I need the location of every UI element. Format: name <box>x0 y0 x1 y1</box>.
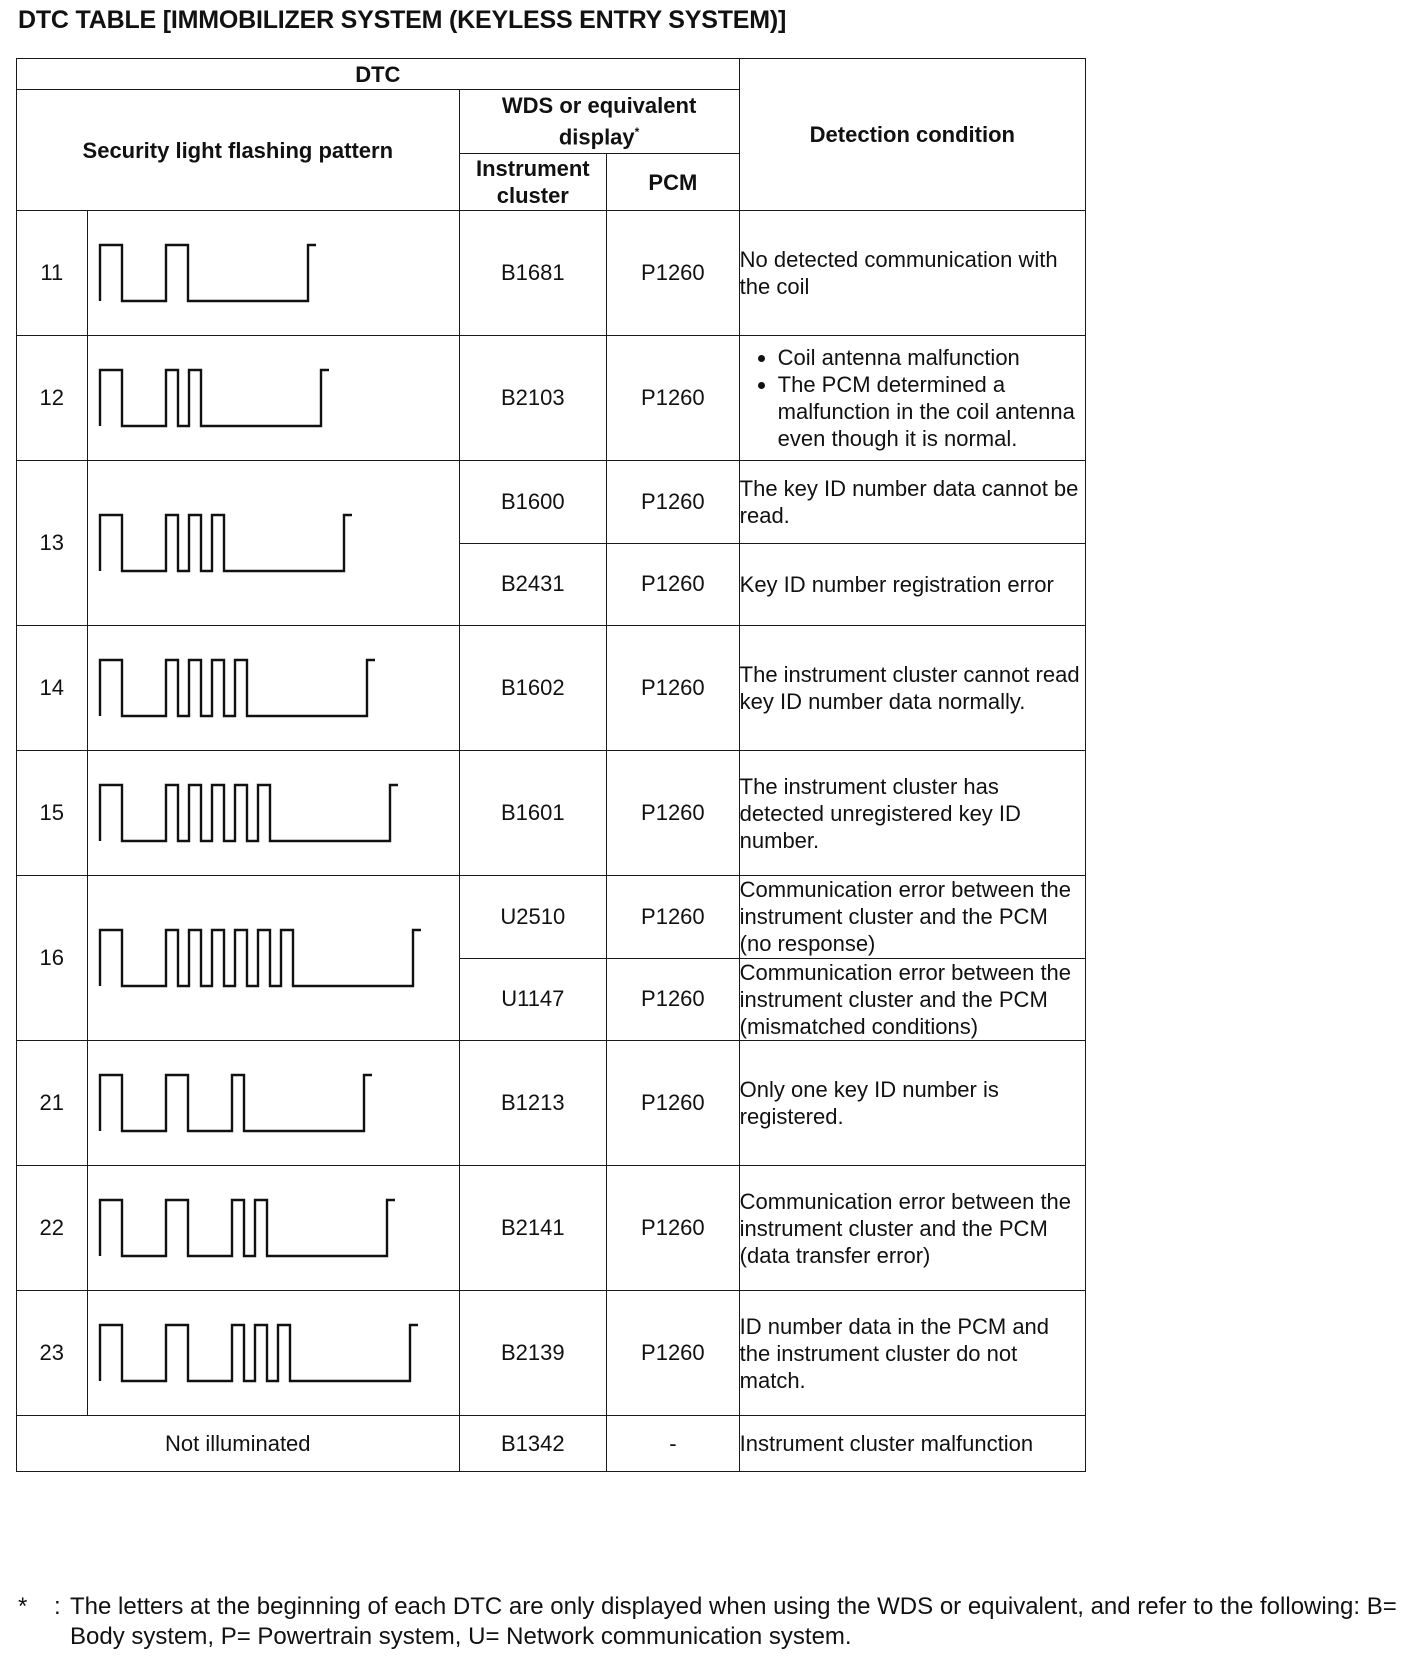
footnote-text: The letters at the beginning of each DTC are only displayed when using the WDS or equivalent, and refer to the following: B= Body system, P= Powertrain system, U= Network communication system. <box>70 1593 1397 1650</box>
condition-bullet: • The PCM determined a malfunction in the coil antenna even though it is normal. <box>778 371 1085 452</box>
footnote-colon: : <box>54 1593 61 1620</box>
instrument-cluster-code: B2141 <box>459 1166 607 1291</box>
pcm-code: P1260 <box>607 211 740 336</box>
detection-condition: The instrument cluster has detected unregistered key ID number. <box>739 751 1085 876</box>
detection-condition: Instrument cluster malfunction <box>739 1416 1085 1472</box>
detection-condition: Communication error between the instrument cluster and the PCM (data transfer error) <box>739 1166 1085 1291</box>
flashing-pattern <box>87 1166 459 1291</box>
detection-condition: Communication error between the instrument cluster and the PCM (no response) <box>739 876 1085 959</box>
table-row <box>17 1041 1086 1166</box>
flashing-pattern-graphic <box>88 211 428 335</box>
dtc-table-body <box>17 211 1086 1472</box>
wds-header <box>459 90 739 154</box>
flashing-pattern-waveform <box>100 660 375 716</box>
flashing-pattern <box>87 1041 459 1166</box>
flashing-pattern-waveform <box>100 370 329 426</box>
table-row <box>17 1291 1086 1416</box>
dtc-number: 21 <box>17 1041 88 1166</box>
instrument-cluster-code: B1213 <box>459 1041 607 1166</box>
pcm-code: - <box>607 1416 740 1472</box>
table-row <box>17 751 1086 876</box>
detection-condition: Communication error between the instrument cluster and the PCM (mismatched conditions) <box>739 958 1085 1041</box>
pcm-code: P1260 <box>607 958 740 1041</box>
pcm-code: P1260 <box>607 1166 740 1291</box>
pcm-code: P1260 <box>607 336 740 461</box>
instrument-cluster-code: B1600 <box>459 461 607 544</box>
flashing-pattern-graphic <box>88 876 428 1040</box>
flashing-pattern-waveform <box>100 930 421 986</box>
not-illuminated-label: Not illuminated <box>17 1416 460 1472</box>
dtc-header: DTC <box>17 59 740 90</box>
table-row <box>17 1166 1086 1291</box>
dtc-number: 12 <box>17 336 88 461</box>
table-row <box>17 876 1086 959</box>
flashing-pattern <box>87 876 459 1041</box>
flashing-pattern-waveform <box>100 515 352 571</box>
detection-condition: The key ID number data cannot be read. <box>739 461 1085 544</box>
pcm-header: PCM <box>607 154 740 211</box>
table-row <box>17 211 1086 336</box>
dtc-number: 16 <box>17 876 88 1041</box>
flashing-pattern-waveform <box>100 1075 372 1131</box>
detection-condition: The instrument cluster cannot read key ID number data normally. <box>739 626 1085 751</box>
flashing-pattern-waveform <box>100 1200 395 1256</box>
dtc-number: 22 <box>17 1166 88 1291</box>
instrument-cluster-code: B1601 <box>459 751 607 876</box>
dtc-number: 23 <box>17 1291 88 1416</box>
pcm-code: P1260 <box>607 543 740 626</box>
security-pattern-header: Security light flashing pattern <box>17 90 460 211</box>
condition-bullet: • Coil antenna malfunction <box>778 344 1085 371</box>
dtc-number: 15 <box>17 751 88 876</box>
instrument-cluster-code: B1681 <box>459 211 607 336</box>
flashing-pattern <box>87 461 459 626</box>
detection-condition: Key ID number registration error <box>739 543 1085 626</box>
instrument-cluster-code: B1602 <box>459 626 607 751</box>
flashing-pattern <box>87 336 459 461</box>
table-row <box>17 461 1086 544</box>
instrument-cluster-code: B1342 <box>459 1416 607 1472</box>
wds-footnote-mark: * <box>634 125 640 140</box>
instrument-cluster-code: B2103 <box>459 336 607 461</box>
dtc-number: 13 <box>17 461 88 626</box>
instrument-cluster-code: U2510 <box>459 876 607 959</box>
instrument-cluster-header: Instrument cluster <box>459 154 607 211</box>
condition-list <box>740 344 1085 452</box>
dtc-number: 11 <box>17 211 88 336</box>
flashing-pattern-graphic <box>88 1166 428 1290</box>
table-row <box>17 336 1086 461</box>
detection-condition <box>739 336 1085 461</box>
pcm-code: P1260 <box>607 1041 740 1166</box>
detection-condition: No detected communication with the coil <box>739 211 1085 336</box>
instrument-cluster-code: U1147 <box>459 958 607 1041</box>
flashing-pattern <box>87 1291 459 1416</box>
flashing-pattern-waveform <box>100 245 316 301</box>
flashing-pattern-graphic <box>88 1041 428 1165</box>
pcm-code: P1260 <box>607 461 740 544</box>
dtc-table <box>16 58 1086 1472</box>
pcm-code: P1260 <box>607 751 740 876</box>
table-row-not-illuminated <box>17 1416 1086 1472</box>
detection-condition: Only one key ID number is registered. <box>739 1041 1085 1166</box>
footnote-star: * <box>18 1593 28 1620</box>
flashing-pattern-graphic <box>88 336 428 460</box>
flashing-pattern-waveform <box>100 785 398 841</box>
instrument-cluster-code: B2139 <box>459 1291 607 1416</box>
table-row <box>17 626 1086 751</box>
flashing-pattern-graphic <box>88 751 428 875</box>
pcm-code: P1260 <box>607 626 740 751</box>
instrument-cluster-code: B2431 <box>459 543 607 626</box>
detection-condition-header: Detection condition <box>739 59 1085 211</box>
detection-condition: ID number data in the PCM and the instrument cluster do not match. <box>739 1291 1085 1416</box>
pcm-code: P1260 <box>607 1291 740 1416</box>
wds-header-text: WDS or equivalent display <box>501 93 697 150</box>
footnote <box>18 1592 1398 1652</box>
flashing-pattern-graphic <box>88 461 428 625</box>
flashing-pattern <box>87 211 459 336</box>
page-title: DTC TABLE [IMMOBILIZER SYSTEM (KEYLESS ENTRY SYSTEM)] <box>18 6 787 34</box>
flashing-pattern <box>87 626 459 751</box>
pcm-code: P1260 <box>607 876 740 959</box>
flashing-pattern-graphic <box>88 626 428 750</box>
flashing-pattern-waveform <box>100 1325 418 1381</box>
flashing-pattern <box>87 751 459 876</box>
flashing-pattern-graphic <box>88 1291 428 1415</box>
dtc-number: 14 <box>17 626 88 751</box>
